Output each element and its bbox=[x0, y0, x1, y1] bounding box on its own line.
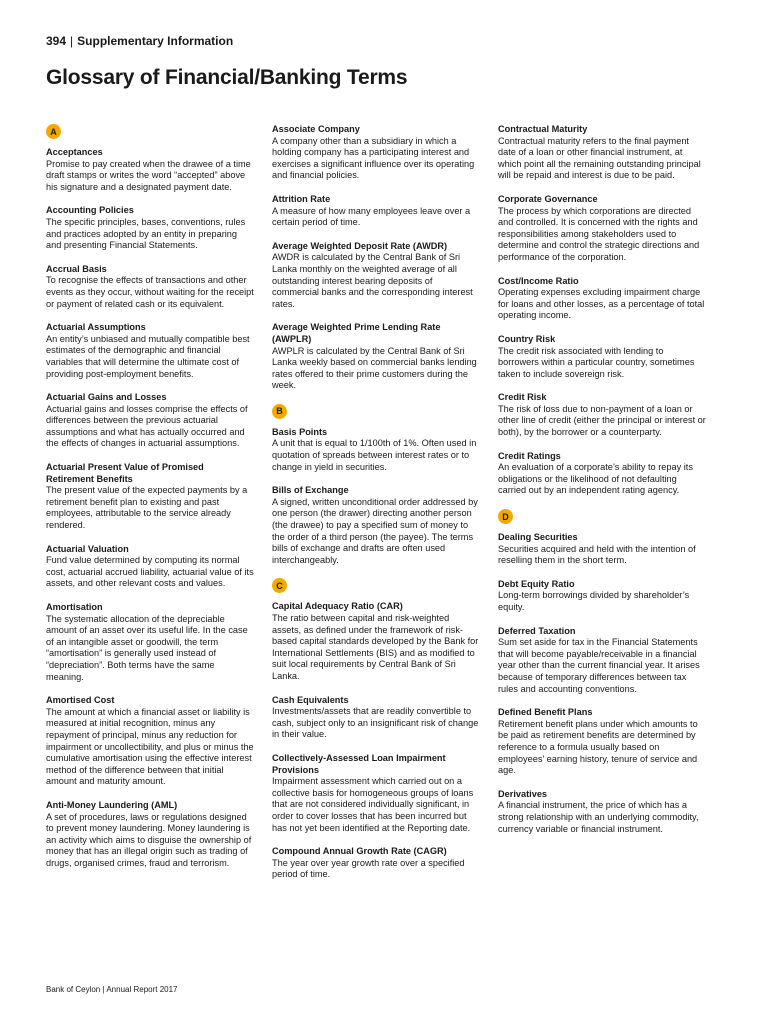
running-header bbox=[46, 34, 233, 48]
glossary-entry bbox=[498, 124, 706, 182]
term-heading: Attrition Rate bbox=[272, 193, 331, 204]
term-heading: Actuarial Present Value of Promised Retirement Benefits bbox=[46, 462, 204, 484]
header-separator: | bbox=[70, 34, 74, 48]
term-heading: Collectively-Assessed Loan Impairment Provisions bbox=[272, 752, 446, 775]
letter-section-marker bbox=[46, 124, 254, 139]
glossary-entry bbox=[46, 264, 254, 310]
term-heading: Country Risk bbox=[498, 333, 556, 344]
term-definition: The specific principles, bases, conventions, rules and practices adopted by an entity in preparing and presenting Financial Statements. bbox=[46, 216, 246, 251]
term-definition: AWPLR is calculated by the Central Bank of Sri Lanka weekly based on commercial banks lending rates offered to their prime customers during the week. bbox=[272, 345, 477, 391]
glossary-entry bbox=[272, 695, 480, 741]
glossary-entry bbox=[272, 753, 480, 834]
term-definition: Actuarial gains and losses comprise the effects of differences between the previous actuarial assumptions and what has actually occurred and the effects of changes in actuarial assumptions. bbox=[46, 403, 248, 449]
glossary-entry bbox=[498, 532, 706, 567]
term-definition: Fund value determined by computing its normal cost, actuarial accrued liability, actuarial value of its assets, and other relevant costs and values. bbox=[46, 555, 254, 589]
term-definition: An evaluation of a corporate’s ability to repay its obligations or the likelihood of not defaulting carried out by an independent rating agency. bbox=[498, 462, 693, 496]
term-heading: Contractual Maturity bbox=[498, 124, 588, 134]
letter-section-marker bbox=[272, 404, 480, 419]
glossary-entry bbox=[498, 451, 706, 497]
glossary-entry bbox=[498, 334, 706, 380]
term-heading: Defined Benefit Plans bbox=[498, 707, 593, 718]
term-heading: Actuarial Valuation bbox=[46, 543, 129, 554]
term-definition: Long-term borrowings divided by shareholder’s equity. bbox=[498, 590, 690, 612]
letter-section-marker bbox=[498, 509, 706, 524]
term-definition: The process by which corporations are directed and controlled. It is concerned with the rights and responsibilities among stakeholders used to determine and control the strategic directions and performance of the corporation. bbox=[498, 205, 700, 262]
term-heading: Capital Adequacy Ratio (CAR) bbox=[272, 601, 403, 612]
glossary-entry bbox=[46, 322, 254, 380]
term-heading: Accounting Policies bbox=[46, 205, 134, 216]
page-number: 394 bbox=[46, 34, 67, 48]
glossary-entry bbox=[46, 800, 254, 870]
term-definition: The year over year growth rate over a specified period of time. bbox=[272, 857, 465, 880]
term-definition: Contractual maturity refers to the final payment date of a loan or other financial instrument, at which point all the remaining outstanding principal will be repaid and interest is due to be paid. bbox=[498, 135, 701, 181]
glossary-entry bbox=[272, 846, 480, 881]
term-definition: A measure of how many employees leave over a certain period of time. bbox=[272, 205, 471, 228]
term-heading: Derivatives bbox=[498, 788, 548, 799]
term-heading: Corporate Governance bbox=[498, 193, 598, 204]
glossary-entry bbox=[46, 205, 254, 251]
term-definition: An entity’s unbiased and mutually compatible best estimates of the demographic and financial variables that will determine the ultimate cost of providing post-employment benefits. bbox=[46, 333, 250, 379]
term-heading: Associate Company bbox=[272, 124, 360, 134]
glossary-entry bbox=[46, 695, 254, 788]
glossary-entry bbox=[498, 579, 706, 614]
glossary-entry bbox=[272, 194, 480, 229]
page-title: Glossary of Financial/Banking Terms bbox=[46, 66, 408, 89]
term-definition: The ratio between capital and risk-weighted assets, as defined under the framework of risk-based capital standards developed by the Bank for International Settlements (BIS) and as modified to suit local requirements by Central Bank of Sri Lanka. bbox=[272, 613, 479, 681]
term-definition: A company other than a subsidiary in which a holding company has a participating interest and exercises a significant influence over its operating and financial policies. bbox=[272, 135, 475, 181]
term-heading: Compound Annual Growth Rate (CAGR) bbox=[272, 846, 447, 857]
section-name: Supplementary Information bbox=[77, 34, 234, 48]
term-heading: Credit Risk bbox=[498, 392, 547, 403]
glossary-entry bbox=[46, 544, 254, 590]
glossary-entry bbox=[498, 626, 706, 696]
term-definition: Retirement benefit plans under which amounts to be paid as retirement benefits are determined by reference to a formula usually based on employees’ earning history, tenure of service and age. bbox=[498, 718, 698, 776]
term-heading: Accrual Basis bbox=[46, 263, 107, 274]
term-heading: Average Weighted Prime Lending Rate (AWPLR) bbox=[272, 322, 441, 344]
term-definition: The credit risk associated with lending to borrowers within a particular country, sometimes taken to include sovereign risk. bbox=[498, 345, 695, 379]
term-definition: A signed, written unconditional order addressed by one person (the drawer) directing another person (the drawee) to pay a specified sum of money to the order of a third person (the payee). The terms bills of exchange and drafts are often used interchangeably. bbox=[272, 496, 478, 565]
glossary-entry bbox=[46, 602, 254, 683]
letter-badge: C bbox=[272, 578, 287, 593]
term-definition: The present value of the expected payments by a retirement benefit plan to existing and past employees, attributable to the service already rendered. bbox=[46, 485, 248, 531]
glossary-column-3 bbox=[498, 124, 706, 847]
term-definition: A unit that is equal to 1/100th of 1%. Often used in quotation of spreads between interest rates or to change in yield in securities. bbox=[272, 438, 477, 472]
glossary-column-2 bbox=[272, 124, 480, 893]
term-definition: A financial instrument, the price of which has a strong relationship with an underlying commodity, currency variable or financial instrument. bbox=[498, 800, 699, 834]
glossary-entry bbox=[272, 124, 480, 182]
term-definition: To recognise the effects of transactions and other events as they occur, without waiting for the receipt or payment of related cash or its equivalent. bbox=[46, 275, 254, 309]
letter-section-marker bbox=[272, 578, 480, 593]
glossary-entry bbox=[272, 601, 480, 682]
term-definition: Sum set aside for tax in the Financial Statements that will become payable/receivable in a financial year other than the current financial year. It arises because of temporary differences between tax rules and accounting conventions. bbox=[498, 637, 700, 694]
term-heading: Anti-Money Laundering (AML) bbox=[46, 799, 178, 810]
glossary-entry bbox=[498, 392, 706, 438]
term-definition: Impairment assessment which carried out on a collective basis for homogeneous groups of loans that are not considered individually significant, in order to cover losses that has been incurred but has not yet been identified at the Reporting date. bbox=[272, 776, 474, 833]
glossary-column-1 bbox=[46, 124, 254, 881]
term-definition: The risk of loss due to non-payment of a loan or other line of credit (either the principal or interest or both), by the borrower or a counterparty. bbox=[498, 403, 706, 438]
glossary-entry bbox=[46, 392, 254, 450]
term-heading: Actuarial Gains and Losses bbox=[46, 392, 167, 403]
term-definition: The amount at which a financial asset or liability is measured at initial recognition, minus any repayment of principal, minus any reduction for impairment or uncollectibility, and plus or minus the cumulative amortisation using the effective interest method of the difference between that initial amount and maturity amount. bbox=[46, 706, 254, 787]
term-heading: Debt Equity Ratio bbox=[498, 578, 575, 589]
term-definition: Operating expenses excluding impairment charge for loans and other losses, as a percentage of total operating income. bbox=[498, 287, 705, 321]
term-definition: AWDR is calculated by the Central Bank of Sri Lanka monthly on the weighted average of all outstanding interest bearing deposits of commercial banks and the corresponding interest rates. bbox=[272, 252, 473, 309]
term-definition: Investments/assets that are readily convertible to cash, subject only to an insignificant risk of change in their value. bbox=[272, 706, 479, 740]
glossary-entry bbox=[272, 427, 480, 473]
term-heading: Amortisation bbox=[46, 602, 103, 612]
term-heading: Basis Points bbox=[272, 426, 328, 437]
glossary-entry bbox=[498, 789, 706, 835]
term-heading: Cost/Income Ratio bbox=[498, 275, 579, 286]
glossary-entry bbox=[498, 276, 706, 322]
term-definition: Securities acquired and held with the intention of reselling them in the short term. bbox=[498, 543, 696, 566]
term-heading: Amortised Cost bbox=[46, 695, 115, 706]
letter-badge: A bbox=[46, 124, 61, 139]
glossary-entry bbox=[46, 147, 254, 193]
glossary-entry bbox=[498, 707, 706, 777]
glossary-entry bbox=[272, 322, 480, 392]
term-heading: Actuarial Assumptions bbox=[46, 322, 146, 333]
term-heading: Cash Equivalents bbox=[272, 694, 349, 705]
term-definition: Promise to pay created when the drawee of a time draft stamps or writes the word “accepted” above his signature and a designated payment date. bbox=[46, 158, 251, 192]
page-footer: Bank of Ceylon | Annual Report 2017 bbox=[46, 985, 178, 994]
term-definition: The systematic allocation of the depreciable amount of an asset over its useful life. In the case of an intangible asset or goodwill, the term “amortisation” is generally used instead of “depreciation”. Both terms have the same meaning. bbox=[46, 613, 248, 682]
glossary-entry bbox=[272, 241, 480, 311]
term-heading: Dealing Securities bbox=[498, 532, 578, 543]
term-heading: Average Weighted Deposit Rate (AWDR) bbox=[272, 240, 448, 251]
glossary-entry bbox=[498, 194, 706, 264]
term-heading: Deferred Taxation bbox=[498, 625, 576, 636]
term-definition: A set of procedures, laws or regulations designed to prevent money laundering. Money laundering is an activity which aims to disguise the ownership of money that has an illegal origin such as trading of drugs, organised crimes, fraud and terrorism. bbox=[46, 811, 252, 868]
letter-badge: D bbox=[498, 509, 513, 524]
term-heading: Bills of Exchange bbox=[272, 485, 349, 496]
letter-badge: B bbox=[272, 404, 287, 419]
glossary-entry bbox=[272, 485, 480, 566]
term-heading: Credit Ratings bbox=[498, 450, 561, 461]
glossary-entry bbox=[46, 462, 254, 532]
term-heading: Acceptances bbox=[46, 147, 103, 157]
